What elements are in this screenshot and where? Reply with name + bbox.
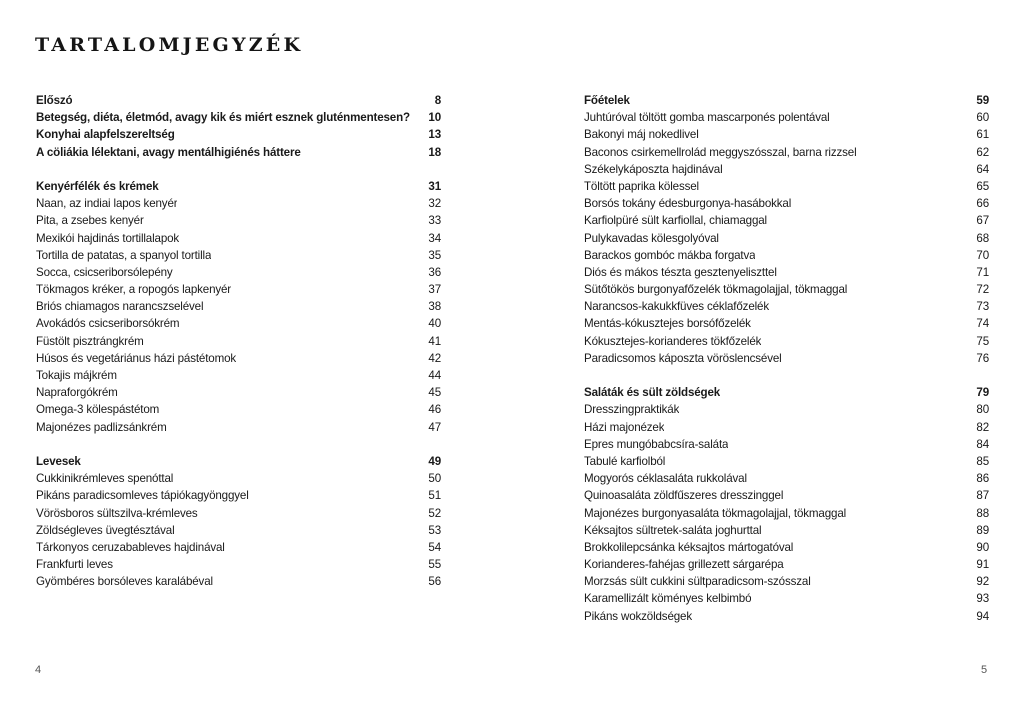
toc-entry[interactable]	[584, 350, 989, 367]
toc-entry[interactable]	[36, 419, 441, 436]
toc-entry[interactable]	[36, 505, 441, 522]
toc-entry[interactable]	[584, 556, 989, 573]
toc-entry-page: 82	[976, 420, 989, 434]
toc-entry-page: 64	[976, 162, 989, 176]
toc-entry-title: Vörösboros sültszilva-krémleves	[36, 506, 198, 520]
toc-entry-title: Gyömbéres borsóleves karalábéval	[36, 575, 213, 589]
toc-section-heading[interactable]	[36, 126, 441, 143]
toc-entry-page: 76	[976, 351, 989, 365]
toc-entry-title: Majonézes burgonyasaláta tökmagolajjal, tökmaggal	[584, 506, 847, 520]
toc-entry-page: 61	[976, 128, 989, 142]
toc-entry-title: Saláták és sült zöldségek	[584, 386, 721, 400]
toc-entry[interactable]	[584, 436, 989, 453]
toc-entry-page: 35	[428, 248, 441, 262]
toc-entry-title: Cukkinikrémleves spenóttal	[36, 472, 174, 486]
toc-entry[interactable]	[584, 487, 989, 504]
toc-right-column	[584, 92, 989, 642]
toc-entry-title: Sütőtökös burgonyafőzelék tökmagolajjal, tökmaggal	[584, 283, 848, 297]
toc-entry[interactable]	[584, 539, 989, 556]
toc-entry-page: 88	[976, 506, 989, 520]
toc-entry[interactable]	[584, 144, 989, 161]
toc-entry-title: Karfiolpüré sült karfiollal, chiamaggal	[584, 214, 767, 228]
toc-entry-page: 50	[428, 472, 441, 486]
toc-entry-title: A cöliákia lélektani, avagy mentálhigiénés háttere	[36, 145, 301, 159]
toc-entry-title: Barackos gombóc mákba forgatva	[584, 248, 756, 262]
toc-entry-page: 67	[976, 214, 989, 228]
toc-entry-page: 84	[976, 437, 989, 451]
toc-entry-title: Karamellizált köményes kelbimbó	[584, 592, 752, 606]
toc-entry-title: Pita, a zsebes kenyér	[36, 214, 144, 228]
toc-entry[interactable]	[36, 367, 441, 384]
toc-entry-page: 56	[428, 575, 441, 589]
toc-entry[interactable]	[584, 333, 989, 350]
toc-entry-page: 90	[976, 540, 989, 554]
toc-entry[interactable]	[584, 247, 989, 264]
toc-entry-title: Mogyorós céklasaláta rukkolával	[584, 472, 747, 486]
toc-section-heading[interactable]	[36, 178, 441, 195]
toc-entry-title: Morzsás sült cukkini sültparadicsom-szósszal	[584, 575, 811, 589]
toc-entry-title: Frankfurti leves	[36, 558, 113, 572]
toc-entry[interactable]	[584, 264, 989, 281]
toc-entry-page: 46	[428, 403, 441, 417]
toc-entry-page: 32	[428, 197, 441, 211]
toc-entry-title: Mexikói hajdinás tortillalapok	[36, 231, 180, 245]
toc-section	[584, 92, 989, 367]
toc-entry-title: Dresszingpraktikák	[584, 403, 680, 417]
toc-entry-title: Juhtúróval töltött gomba mascarponés polentával	[584, 111, 830, 125]
toc-entry-page: 79	[976, 386, 989, 400]
toc-entry-title: Baconos csirkemellrolád meggyszósszal, barna rizzsel	[584, 145, 857, 159]
toc-entry-title: Naan, az indiai lapos kenyér	[36, 197, 178, 211]
toc-entry-page: 10	[428, 111, 441, 125]
toc-entry[interactable]	[36, 401, 441, 418]
toc-entry-title: Borsós tokány édesburgonya-hasábokkal	[584, 197, 792, 211]
toc-entry[interactable]	[584, 505, 989, 522]
toc-entry-page: 52	[428, 506, 441, 520]
toc-entry-title: Pikáns paradicsomleves tápiókagyönggyel	[36, 489, 249, 503]
toc-entry[interactable]	[584, 315, 989, 332]
toc-entry-title: Brokkolilepcsánka kéksajtos mártogatóval	[584, 540, 794, 554]
toc-entry-page: 18	[428, 145, 441, 159]
toc-entry[interactable]	[584, 453, 989, 470]
toc-entry[interactable]	[584, 178, 989, 195]
page-title: TARTALOMJEGYZÉK	[35, 34, 304, 56]
toc-entry[interactable]	[36, 281, 441, 298]
toc-entry-page: 71	[976, 265, 989, 279]
toc-section-heading[interactable]	[584, 92, 989, 109]
toc-entry[interactable]	[36, 230, 441, 247]
toc-entry-page: 36	[428, 265, 441, 279]
toc-entry[interactable]	[36, 470, 441, 487]
toc-entry-title: Quinoasaláta zöldfűszeres dresszinggel	[584, 489, 784, 503]
toc-entry[interactable]	[36, 298, 441, 315]
toc-entry-title: Narancsos-kakukkfüves céklafőzelék	[584, 300, 769, 314]
toc-entry[interactable]	[36, 264, 441, 281]
toc-entry-page: 59	[976, 94, 989, 107]
toc-entry-page: 42	[428, 351, 441, 365]
toc-entry-title: Epres mungóbabcsíra-saláta	[584, 437, 729, 451]
toc-entry-page: 91	[976, 558, 989, 572]
toc-entry-title: Kenyérfélék és krémek	[36, 179, 159, 193]
toc-entry-page: 37	[428, 283, 441, 297]
toc-entry-page: 72	[976, 283, 989, 297]
toc-entry-title: Kókusztejes-korianderes tökfőzelék	[584, 334, 762, 348]
toc-entry[interactable]	[584, 590, 989, 607]
page-number-left: 4	[35, 664, 42, 676]
toc-entry-title: Korianderes-fahéjas grillezett sárgarépa	[584, 558, 784, 572]
toc-section	[36, 178, 441, 436]
toc-entry-title: Napraforgókrém	[36, 386, 118, 400]
toc-entry[interactable]	[584, 401, 989, 418]
toc-entry-title: Pikáns wokzöldségek	[584, 609, 692, 623]
toc-entry-title: Majonézes padlizsánkrém	[36, 420, 167, 434]
toc-entry-title: Briós chiamagos narancszselével	[36, 300, 204, 314]
toc-entry[interactable]	[36, 556, 441, 573]
toc-entry-title: Avokádós csicseriborsókrém	[36, 317, 180, 331]
toc-entry-title: Zöldségleves üvegtésztával	[36, 523, 175, 537]
toc-entry-page: 31	[428, 179, 441, 193]
toc-entry[interactable]	[36, 247, 441, 264]
toc-entry[interactable]	[36, 212, 441, 229]
toc-entry-title: Konyhai alapfelszereltség	[36, 128, 175, 142]
toc-entry-title: Előszó	[36, 94, 73, 107]
toc-entry-title: Betegség, diéta, életmód, avagy kik és miért esznek gluténmentesen?	[36, 111, 410, 125]
toc-entry-page: 68	[976, 231, 989, 245]
toc-entry-title: Tárkonyos ceruzabableves hajdinával	[36, 540, 225, 554]
toc-entry[interactable]	[584, 109, 989, 126]
toc-entry-title: Tokajis májkrém	[36, 369, 117, 382]
toc-entry-title: Omega-3 kölespástétom	[36, 403, 160, 417]
toc-entry-title: Levesek	[36, 454, 81, 468]
toc-entry[interactable]	[36, 350, 441, 367]
toc-entry[interactable]	[584, 522, 989, 539]
toc-entry-page: 74	[976, 317, 989, 331]
toc-entry[interactable]	[36, 487, 441, 504]
toc-entry-page: 62	[976, 145, 989, 159]
toc-entry[interactable]	[36, 315, 441, 332]
toc-entry[interactable]	[584, 419, 989, 436]
toc-section-heading[interactable]	[36, 92, 441, 109]
toc-entry[interactable]	[584, 195, 989, 212]
toc-entry[interactable]	[36, 522, 441, 539]
toc-entry-page: 86	[976, 472, 989, 486]
toc-entry-page: 13	[428, 128, 441, 142]
toc-entry-page: 54	[428, 540, 441, 554]
toc-entry[interactable]	[584, 298, 989, 315]
toc-entry-page: 34	[428, 231, 441, 245]
toc-entry-title: Tabulé karfiolból	[584, 454, 666, 468]
toc-entry-page: 41	[428, 334, 441, 348]
toc-entry[interactable]	[36, 195, 441, 212]
toc-entry-page: 89	[976, 523, 989, 537]
toc-entry-page: 73	[976, 300, 989, 314]
toc-entry-page: 51	[428, 489, 441, 503]
toc-entry[interactable]	[584, 281, 989, 298]
toc-entry[interactable]	[584, 470, 989, 487]
toc-entry-page: 45	[428, 386, 441, 400]
toc-entry-title: Füstölt pisztrángkrém	[36, 334, 144, 348]
toc-entry-page: 40	[428, 317, 441, 331]
toc-entry[interactable]	[36, 539, 441, 556]
toc-entry-page: 49	[428, 454, 441, 468]
toc-entry-page: 93	[976, 592, 989, 606]
toc-entry-page: 33	[428, 214, 441, 228]
toc-entry[interactable]	[584, 161, 989, 178]
toc-entry-page: 44	[428, 369, 441, 382]
toc-entry-page: 65	[976, 179, 989, 193]
toc-entry[interactable]	[584, 126, 989, 143]
toc-entry-page: 87	[976, 489, 989, 503]
toc-entry-page: 80	[976, 403, 989, 417]
toc-section	[584, 384, 989, 625]
toc-entry-page: 8	[434, 94, 441, 107]
toc-entry-title: Diós és mákos tészta gesztenyeliszttel	[584, 265, 777, 279]
toc-section-heading[interactable]	[36, 453, 441, 470]
toc-entry-title: Töltött paprika kölessel	[584, 179, 699, 193]
toc-entry-title: Mentás-kókusztejes borsófőzelék	[584, 317, 751, 331]
toc-entry[interactable]	[584, 573, 989, 590]
toc-entry[interactable]	[584, 608, 989, 625]
toc-entry-title: Székelykáposzta hajdinával	[584, 162, 723, 176]
toc-section	[36, 453, 441, 591]
toc-entry-page: 70	[976, 248, 989, 262]
toc-left-column	[36, 92, 441, 608]
toc-entry-title: Bakonyi máj nokedlivel	[584, 128, 699, 142]
toc-entry-page: 53	[428, 523, 441, 537]
toc-section-heading[interactable]	[584, 384, 989, 401]
toc-entry-page: 55	[428, 558, 441, 572]
toc-entry-page: 92	[976, 575, 989, 589]
toc-entry-page: 47	[428, 420, 441, 434]
toc-entry[interactable]	[36, 384, 441, 401]
toc-entry-page: 66	[976, 197, 989, 211]
toc-section-heading[interactable]	[36, 144, 441, 161]
toc-entry-page: 38	[428, 300, 441, 314]
toc-entry-page: 60	[976, 111, 989, 125]
toc-entry[interactable]	[36, 333, 441, 350]
toc-entry[interactable]	[36, 573, 441, 590]
toc-entry[interactable]	[584, 230, 989, 247]
toc-entry-title: Tortilla de patatas, a spanyol tortilla	[36, 248, 212, 262]
toc-entry[interactable]	[584, 212, 989, 229]
toc-entry-title: Házi majonézek	[584, 420, 665, 434]
toc-section	[36, 92, 441, 161]
toc-entry-title: Kéksajtos sültretek-saláta joghurttal	[584, 523, 762, 537]
toc-entry-title: Socca, csicseriborsólepény	[36, 265, 173, 279]
toc-entry-page: 85	[976, 454, 989, 468]
toc-entry-title: Húsos és vegetáriánus házi pástétomok	[36, 351, 237, 365]
toc-entry-title: Pulykavadas kölesgolyóval	[584, 231, 719, 245]
page-number-right: 5	[981, 664, 988, 676]
toc-entry-page: 75	[976, 334, 989, 348]
toc-entry-title: Tökmagos kréker, a ropogós lapkenyér	[36, 283, 232, 297]
toc-entry-title: Főételek	[584, 94, 630, 107]
toc-entry-page: 94	[976, 609, 989, 623]
toc-entry-title: Paradicsomos káposzta vöröslencsével	[584, 351, 782, 365]
toc-section-heading[interactable]	[36, 109, 441, 126]
